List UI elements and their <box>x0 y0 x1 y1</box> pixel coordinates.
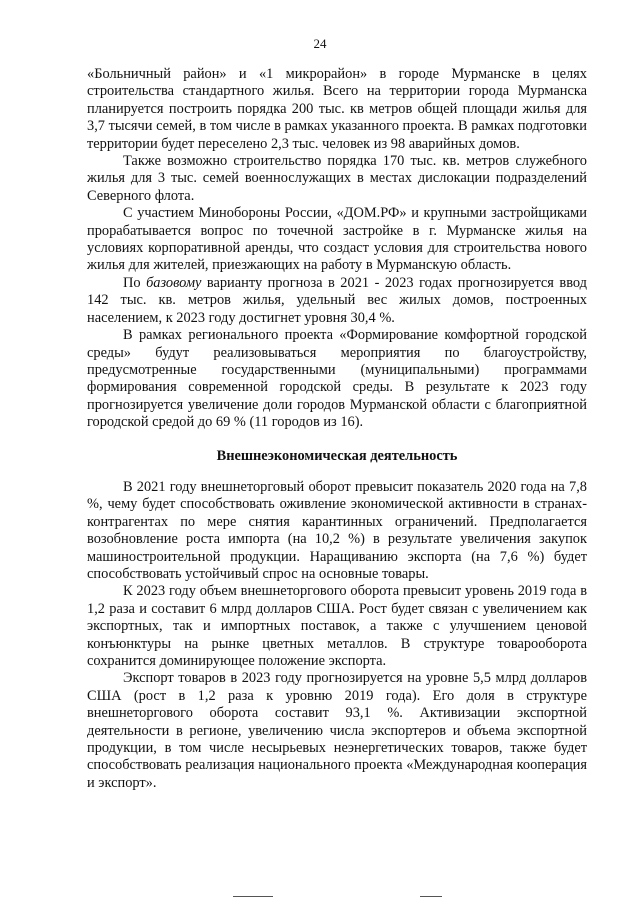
page-number: 24 <box>313 36 327 51</box>
emphasized-text: базовому <box>146 274 202 291</box>
paragraph <box>87 275 587 327</box>
paragraph-text: варианту прогноза в 2021 - 2023 годах прогнозируется ввод 142 тыс. кв. метров жилья, удельный вес жилых домов, построенных населением, к 2023 году достигнет уровня 30,4 %. <box>87 274 587 326</box>
paragraph <box>87 583 587 670</box>
paragraph-text: В 2021 году внешнеторговый оборот превысит показатель 2020 года на 7,8 %, чему будет способствовать оживление экономической активности в странах-контрагентах по мере снятия карантинных ограничений. Предполагается возобновление роста импорта (на 10,2 %) в результате увеличения закупок машиностроительной продукции. Наращиванию экспорта (на 7,6 %) будет способствовать устойчивый спрос на основные товары. <box>87 478 587 582</box>
paragraph <box>87 479 587 583</box>
paragraph <box>87 153 587 205</box>
paragraph-text: По <box>123 274 147 291</box>
paragraph <box>87 205 587 275</box>
paragraph-text: «Больничный район» и «1 микрорайон» в городе Мурманске в целях строительства стандартного жилья. Всего на территории города Мурманска планируется построить порядка 200 тыс. кв метров общей площади жилья для 3,7 тысячи семей, в том числе в рамках указанного проекта. В рамках подготовки территории будет переселено 2,3 тыс. человек из 98 аварийных домов. <box>87 66 587 152</box>
paragraph <box>87 66 587 153</box>
paragraph-text: Экспорт товаров в 2023 году прогнозируется на уровне 5,5 млрд долларов США (рост в 1,2 раза к уровню 2019 года). Его доля в структуре внешнеторгового оборота составит 93,1 %. Активизации экспортной деятельности в регионе, увеличению числа экспортеров и объема экспортной продукции, в том числе несырьевых неэнергетических товаров, также будет способствовать реализация национального проекта «Международная кооперация и экспорт». <box>87 670 587 791</box>
paragraph-text: С участием Минобороны России, «ДОМ.РФ» и крупными застройщиками прорабатывается вопрос по точечной застройке в г. Мурманске жилья на условиях корпоративной аренды, что создаст условия для строительства нового жилья для жителей, приезжающих на работу в Мурманскую область. <box>87 205 587 274</box>
section-housing <box>87 66 587 432</box>
section-heading: Внешнеэкономическая деятельность <box>216 447 458 464</box>
footer-rule-right <box>420 896 442 897</box>
document-body <box>87 66 587 792</box>
paragraph <box>87 670 587 792</box>
paragraph-text: В рамках регионального проекта «Формирование комфортной городской среды» будут реализовываться мероприятия по благоустройству, предусмотренные государственными (муниципальными) программами формирования современной городской среды. В результате к 2023 году прогнозируется увеличение доли городов Мурманской области с благоприятной городской средой до 69 % (11 городов из 16). <box>87 327 587 431</box>
paragraph <box>87 327 587 431</box>
section-foreign-trade <box>87 479 587 792</box>
paragraph-text: Также возможно строительство порядка 170 тыс. кв. метров служебного жилья для 3 тыс. семей военнослужащих в местах дислокации подразделений Северного флота. <box>87 153 587 204</box>
paragraph-text: К 2023 году объем внешнеторгового оборота превысит уровень 2019 года в 1,2 раза и составит 6 млрд долларов США. Рост будет связан с увеличением как экспортных, так и импортных поставок, а также с улучшением ценовой конъюнктуры на рынке цветных металлов. В структуре товарооборота сохранится доминирующее положение экспорта. <box>87 583 587 669</box>
footer-rule-left <box>233 896 273 897</box>
